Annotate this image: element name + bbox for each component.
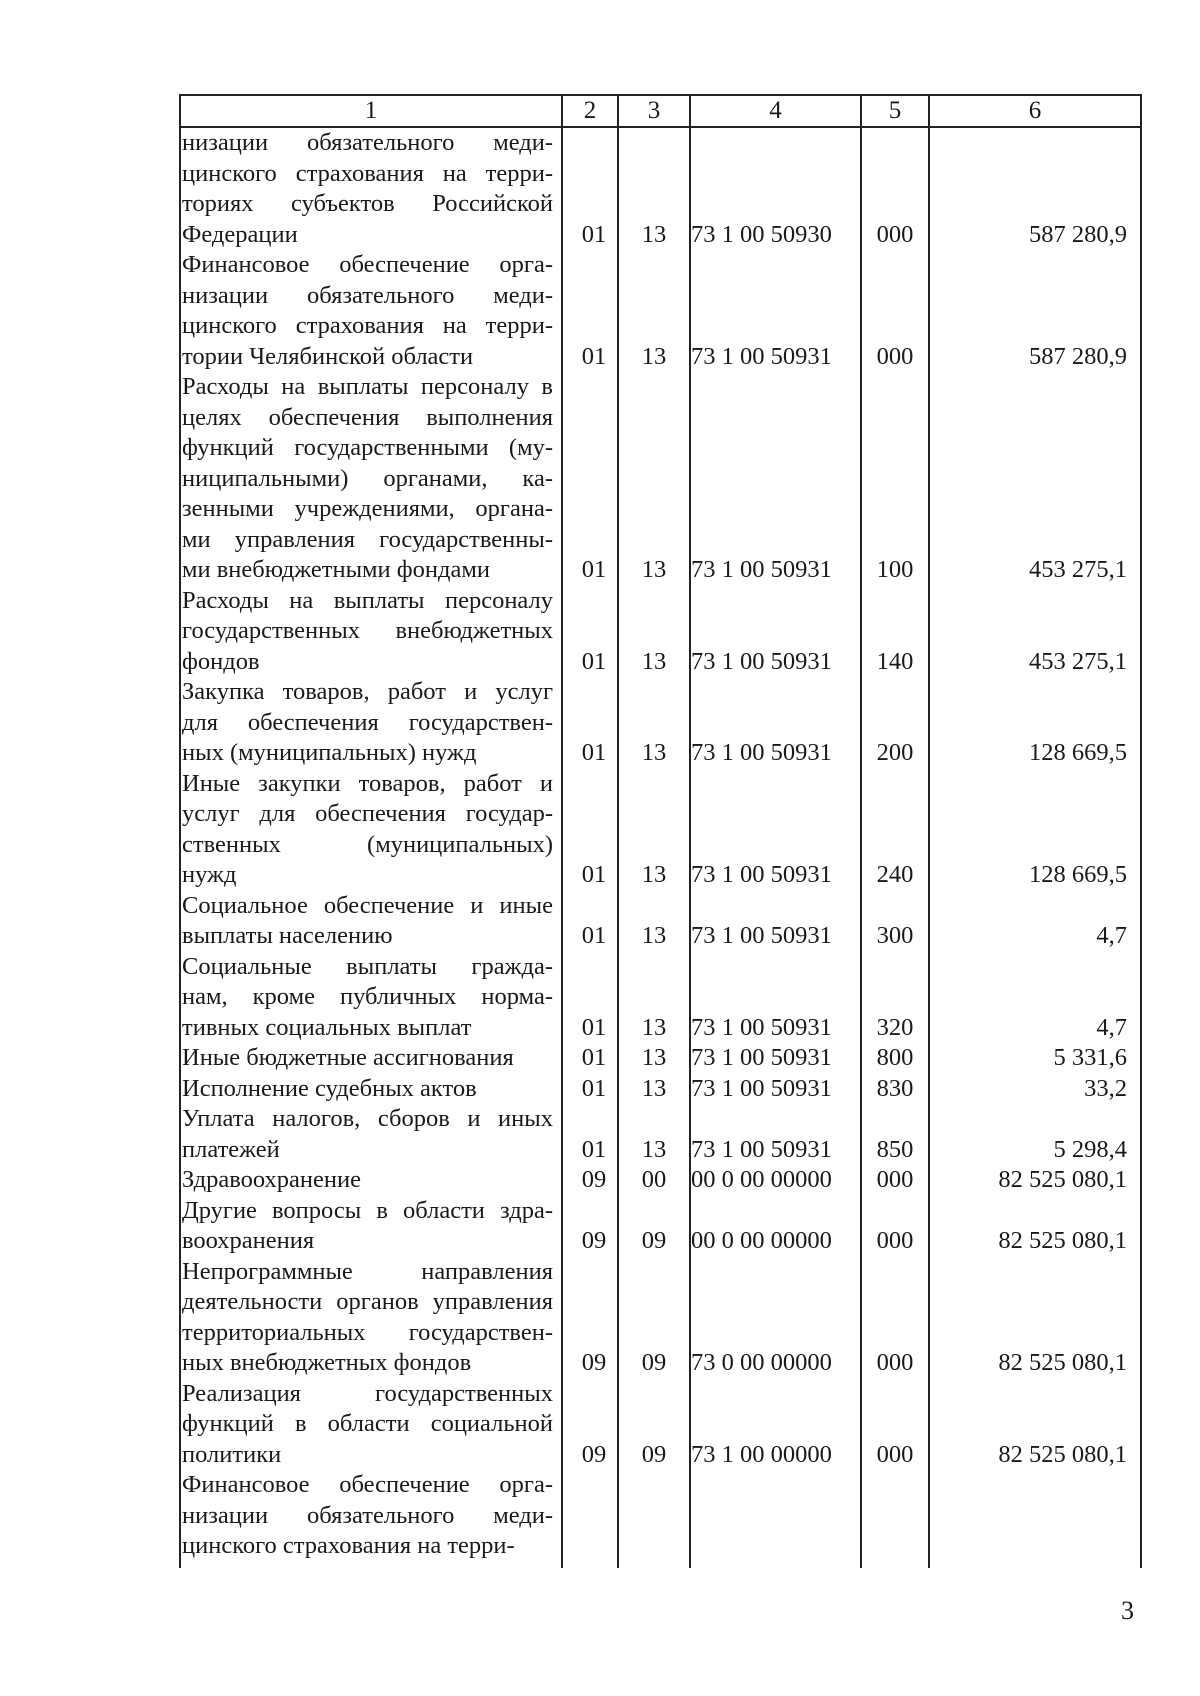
description-line: для обеспечения государствен- bbox=[182, 708, 553, 736]
subsection-code: 13 bbox=[641, 1044, 667, 1071]
expense-type-code: 800 bbox=[876, 1044, 914, 1071]
amount: 82 525 080,1 bbox=[998, 1227, 1127, 1254]
subsection-code: 09 bbox=[641, 1349, 667, 1376]
amount: 4,7 bbox=[1096, 1013, 1127, 1041]
subsection-code: 13 bbox=[641, 922, 667, 949]
header-col-3: 3 bbox=[647, 97, 661, 124]
description-line: ниципальными) органами, ка- bbox=[182, 464, 553, 492]
amount: 453 275,1 bbox=[1029, 556, 1127, 583]
section-code: 01 bbox=[581, 342, 607, 370]
table-row bbox=[0, 250, 1200, 372]
description-line: целях обеспечения выполнения bbox=[182, 403, 553, 431]
expense-type-code: 200 bbox=[876, 739, 914, 766]
description-line: ми управления государственны- bbox=[182, 525, 553, 553]
description-line: цинского страхования на терри- bbox=[182, 312, 553, 339]
target-article-code: 73 1 00 50931 bbox=[691, 1013, 832, 1041]
table-row bbox=[0, 769, 1200, 891]
section-code: 01 bbox=[581, 1135, 607, 1163]
row-description bbox=[182, 1379, 553, 1471]
subsection-code: 13 bbox=[641, 861, 667, 888]
description-line: Расходы на выплаты персоналу bbox=[182, 586, 553, 614]
description-line: воохранения bbox=[182, 1227, 315, 1254]
target-article-code: 73 0 00 00000 bbox=[691, 1349, 832, 1376]
subsection-code: 13 bbox=[641, 342, 667, 370]
expense-type-code: 240 bbox=[876, 861, 914, 888]
description-line: Иные бюджетные ассигнования bbox=[182, 1044, 514, 1071]
description-line: фондов bbox=[182, 647, 260, 675]
description-line: Уплата налогов, сборов и иных bbox=[182, 1105, 553, 1132]
expense-type-code: 000 bbox=[876, 1349, 914, 1376]
description-line: функций государственными (му- bbox=[182, 434, 553, 461]
section-code: 09 bbox=[581, 1440, 607, 1468]
amount: 82 525 080,1 bbox=[998, 1166, 1127, 1193]
subsection-code: 13 bbox=[641, 647, 667, 675]
row-description bbox=[182, 372, 553, 586]
table-row bbox=[0, 1165, 1200, 1196]
target-article-code: 73 1 00 50931 bbox=[691, 1044, 832, 1071]
subsection-code: 13 bbox=[641, 739, 667, 766]
description-line: низации обязательного меди- bbox=[182, 129, 553, 156]
expense-type-code: 000 bbox=[876, 1166, 914, 1193]
section-code: 01 bbox=[581, 1074, 607, 1102]
table-row bbox=[0, 677, 1200, 769]
expense-type-code: 000 bbox=[876, 1440, 914, 1468]
table-row bbox=[0, 1196, 1200, 1257]
amount: 453 275,1 bbox=[1029, 647, 1127, 675]
row-description bbox=[182, 586, 553, 678]
table-row bbox=[0, 1379, 1200, 1471]
description-line: нужд bbox=[182, 861, 237, 888]
description-line: цинского страхования на терри- bbox=[182, 159, 553, 187]
row-description bbox=[182, 1074, 553, 1105]
table-row bbox=[0, 1257, 1200, 1379]
subsection-code: 00 bbox=[641, 1166, 667, 1193]
header-col-2: 2 bbox=[583, 97, 597, 124]
table-row bbox=[0, 1074, 1200, 1105]
subsection-code: 09 bbox=[641, 1440, 667, 1468]
row-description bbox=[182, 1257, 553, 1379]
description-line: Финансовое обеспечение орга- bbox=[182, 251, 553, 278]
target-article-code: 73 1 00 50931 bbox=[691, 1074, 832, 1102]
row-description bbox=[182, 1196, 553, 1257]
amount: 82 525 080,1 bbox=[998, 1349, 1127, 1376]
description-line: платежей bbox=[182, 1135, 280, 1163]
description-line: низации обязательного меди- bbox=[182, 1501, 553, 1529]
target-article-code: 00 0 00 00000 bbox=[691, 1166, 832, 1193]
expense-type-code: 000 bbox=[876, 342, 914, 370]
description-line: нам, кроме публичных норма- bbox=[182, 983, 553, 1010]
description-line: цинского страхования на терри- bbox=[182, 1532, 515, 1559]
subsection-code: 13 bbox=[641, 220, 667, 248]
amount: 4,7 bbox=[1096, 922, 1127, 949]
section-code: 09 bbox=[581, 1166, 607, 1193]
subsection-code: 13 bbox=[641, 1013, 667, 1041]
table-top-border bbox=[179, 94, 1142, 96]
subsection-code: 09 bbox=[641, 1227, 667, 1254]
description-line: Расходы на выплаты персоналу в bbox=[182, 373, 553, 400]
description-line: Исполнение судебных актов bbox=[182, 1074, 477, 1102]
expense-type-code: 100 bbox=[876, 556, 914, 583]
header-col-4: 4 bbox=[769, 97, 782, 124]
subsection-code: 13 bbox=[641, 1135, 667, 1163]
section-code: 01 bbox=[581, 1044, 607, 1071]
description-line: выплаты населению bbox=[182, 922, 393, 949]
row-description bbox=[182, 891, 553, 952]
table-row bbox=[0, 128, 1200, 250]
description-line: зенными учреждениями, органа- bbox=[182, 495, 553, 522]
section-code: 01 bbox=[581, 1013, 607, 1041]
expense-type-code: 140 bbox=[876, 647, 914, 675]
row-description bbox=[182, 769, 553, 891]
target-article-code: 73 1 00 50931 bbox=[691, 739, 832, 766]
target-article-code: 73 1 00 50931 bbox=[691, 342, 832, 370]
page-number: 3 bbox=[1121, 1596, 1134, 1625]
section-code: 01 bbox=[581, 739, 607, 766]
section-code: 01 bbox=[581, 556, 607, 583]
description-line: Иные закупки товаров, работ и bbox=[182, 769, 553, 797]
description-line: государственных внебюджетных bbox=[182, 617, 553, 644]
target-article-code: 73 1 00 50931 bbox=[691, 1135, 832, 1163]
header-col-1: 1 bbox=[364, 97, 378, 124]
table-row bbox=[0, 952, 1200, 1044]
description-line: ственных (муниципальных) bbox=[182, 830, 553, 858]
description-line: услуг для обеспечения государ- bbox=[182, 800, 553, 827]
description-line: Федерации bbox=[182, 220, 298, 248]
description-line: Социальные выплаты гражда- bbox=[182, 952, 553, 980]
description-line: Социальное обеспечение и иные bbox=[182, 891, 553, 919]
description-line: деятельности органов управления bbox=[182, 1288, 553, 1315]
target-article-code: 00 0 00 00000 bbox=[691, 1227, 832, 1254]
expense-type-code: 850 bbox=[876, 1135, 914, 1163]
description-line: Непрограммные направления bbox=[182, 1257, 553, 1285]
row-description bbox=[182, 128, 553, 250]
description-line: тивных социальных выплат bbox=[182, 1013, 472, 1041]
expense-type-code: 000 bbox=[876, 220, 914, 248]
target-article-code: 73 1 00 50930 bbox=[691, 220, 832, 248]
subsection-code: 13 bbox=[641, 1074, 667, 1102]
description-line: ториях субъектов Российской bbox=[182, 190, 553, 217]
expense-type-code: 000 bbox=[876, 1227, 914, 1254]
header-col-5: 5 bbox=[888, 97, 902, 124]
table-row bbox=[0, 1043, 1200, 1074]
row-description bbox=[182, 1165, 553, 1196]
amount: 128 669,5 bbox=[1029, 739, 1127, 766]
description-line: Закупка товаров, работ и услуг bbox=[182, 678, 553, 705]
target-article-code: 73 1 00 00000 bbox=[691, 1440, 832, 1468]
description-line: ных (муниципальных) нужд bbox=[182, 739, 477, 766]
row-description bbox=[182, 250, 553, 372]
row-description bbox=[182, 952, 553, 1044]
description-line: ных внебюджетных фондов bbox=[182, 1349, 472, 1376]
section-code: 01 bbox=[581, 220, 607, 248]
description-line: тории Челябинской области bbox=[182, 342, 474, 370]
table-row bbox=[0, 891, 1200, 952]
table-row bbox=[0, 1104, 1200, 1165]
description-line: низации обязательного меди- bbox=[182, 281, 553, 309]
row-description bbox=[182, 1470, 553, 1562]
target-article-code: 73 1 00 50931 bbox=[691, 647, 832, 675]
section-code: 09 bbox=[581, 1349, 607, 1376]
description-line: политики bbox=[182, 1440, 282, 1468]
table-row bbox=[0, 372, 1200, 586]
table-row bbox=[0, 1470, 1200, 1562]
section-code: 01 bbox=[581, 922, 607, 949]
header-col-6: 6 bbox=[1028, 97, 1042, 124]
section-code: 01 bbox=[581, 861, 607, 888]
row-description bbox=[182, 677, 553, 769]
description-line: функций в области социальной bbox=[182, 1410, 553, 1437]
description-line: Здравоохранение bbox=[182, 1166, 362, 1193]
target-article-code: 73 1 00 50931 bbox=[691, 861, 832, 888]
subsection-code: 13 bbox=[641, 556, 667, 583]
section-code: 01 bbox=[581, 647, 607, 675]
amount: 33,2 bbox=[1084, 1074, 1127, 1102]
expense-type-code: 830 bbox=[876, 1074, 914, 1102]
description-line: территориальных государствен- bbox=[182, 1318, 553, 1346]
section-code: 09 bbox=[581, 1227, 607, 1254]
amount: 82 525 080,1 bbox=[998, 1440, 1127, 1468]
table-row bbox=[0, 586, 1200, 678]
description-line: Финансовое обеспечение орга- bbox=[182, 1471, 553, 1498]
target-article-code: 73 1 00 50931 bbox=[691, 556, 832, 583]
row-description bbox=[182, 1043, 553, 1074]
description-line: ми внебюджетными фондами bbox=[182, 556, 490, 583]
amount: 128 669,5 bbox=[1029, 861, 1127, 888]
amount: 587 280,9 bbox=[1029, 220, 1127, 248]
row-description bbox=[182, 1104, 553, 1165]
description-line: Другие вопросы в области здра- bbox=[182, 1196, 553, 1224]
amount: 5 331,6 bbox=[1053, 1044, 1127, 1071]
expense-type-code: 300 bbox=[876, 922, 914, 949]
expense-type-code: 320 bbox=[876, 1013, 914, 1041]
description-line: Реализация государственных bbox=[182, 1379, 553, 1407]
amount: 587 280,9 bbox=[1029, 342, 1127, 370]
target-article-code: 73 1 00 50931 bbox=[691, 922, 832, 949]
amount: 5 298,4 bbox=[1053, 1135, 1127, 1163]
